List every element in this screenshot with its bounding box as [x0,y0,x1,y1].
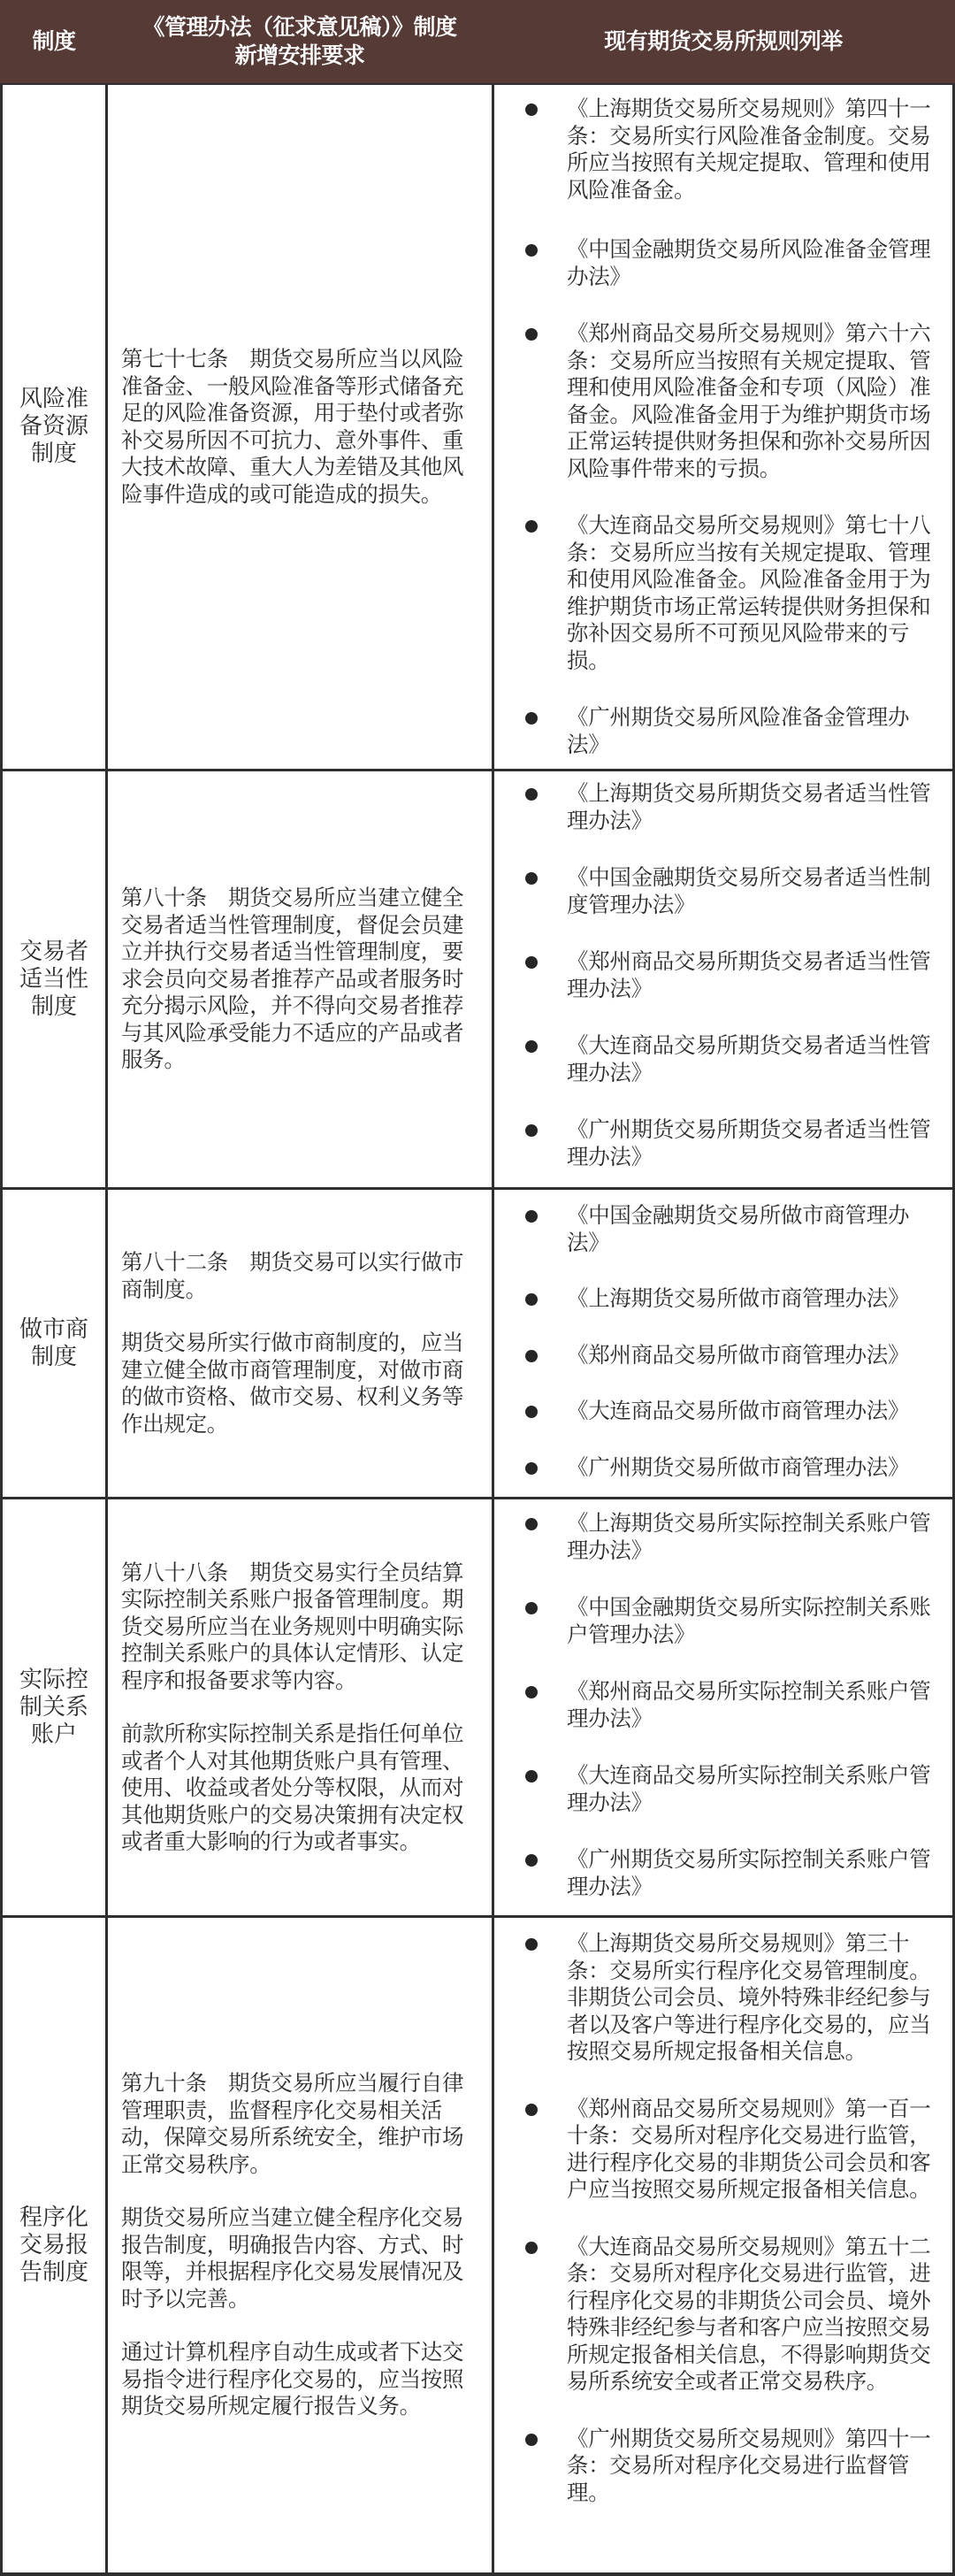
list-item: 《中国金融期货交易所做市商管理办法》 [514,1202,940,1256]
requirement-text: 第九十条 期货交易所应当履行自律管理职责，监督程序化交易相关活动，保障交易所系统安全，维护市场正常交易秩序。 [121,2070,464,2177]
rules-cell [494,1918,952,2572]
requirement-cell [108,1918,492,2572]
rules-cell [494,85,952,769]
bullet-icon [525,1210,538,1223]
requirement-cell [108,85,492,769]
bullet-icon [525,104,538,116]
list-item: 《大连商品交易所期货交易者适当性管理办法》 [514,1032,940,1086]
system-cell [3,771,105,1187]
requirement-cell [108,1499,492,1915]
requirement-text: 第八十八条 期货交易实行全员结算实际控制关系账户报备管理制度。期货交易所应当在业务规则中明确实际控制关系账户的具体认定情形、认定程序和报备要求等内容。 [121,1559,464,1693]
requirement-text: 第八十条 期货交易所应当建立健全交易者适当性管理制度，督促会员建立并执行交易者适当性管理制度，要求会员向交易者推荐产品或者服务时充分揭示风险，并不得向交易者推荐与其风险承受能力不适应的产品或者服务。 [121,885,464,1073]
list-item: 《上海期货交易所做市商管理办法》 [514,1285,940,1313]
rules-list [514,1930,940,2506]
system-cell [3,85,105,769]
list-item: 《中国金融期货交易所风险准备金管理办法》 [514,236,940,290]
list-item: 《大连商品交易所交易规则》第五十二条：交易所对程序化交易进行监管，进行程序化交易的非期货公司会员、境外特殊非经纪参与者和客户应当按照交易所规定报备相关信息，不得影响期货交易所系统安全或者正常交易秩序。 [514,2234,940,2396]
list-item: 《大连商品交易所交易规则》第七十八条：交易所应当按有关规定提取、管理和使用风险准备金。风险准备金用于为维护期货市场正常运转提供财务担保和弥补因交易所不可预见风险带来的亏损。 [514,512,940,674]
bullet-icon [525,1686,538,1698]
header-rules: 现有期货交易所规则列举 [604,28,843,54]
table-row [0,1190,955,1497]
system-cell [3,1499,105,1915]
bullet-icon [525,1938,538,1951]
requirement-cell [108,771,492,1187]
requirement-cell [108,1190,492,1497]
rules-cell [494,771,952,1187]
list-item: 《上海期货交易所交易规则》第三十条：交易所实行程序化交易管理制度。非期货公司会员、境外特殊非经纪参与者以及客户等进行程序化交易的，应当按照交易所规定报备相关信息。 [514,1930,940,2066]
list-item: 《中国金融期货交易所交易者适当性制度管理办法》 [514,864,940,918]
bullet-icon [525,2242,538,2254]
bullet-icon [525,1350,538,1362]
bullet-icon [525,872,538,885]
rules-list [514,96,940,758]
rules-cell [494,1499,952,1915]
bullet-icon [525,1040,538,1053]
bullet-icon [525,1462,538,1475]
system-cell [3,1190,105,1497]
rules-list [514,1202,940,1481]
list-item: 《广州期货交易所交易规则》第四十一条：交易所对程序化交易进行监督管理。 [514,2426,940,2507]
list-item: 《大连商品交易所实际控制关系账户管理办法》 [514,1762,940,1816]
system-cell [3,1918,105,2572]
requirement-text: 第七十七条 期货交易所应当以风险准备金、一般风险准备等形式储备充足的风险准备资源，用于垫付或者弥补交易所因不可抗力、意外事件、重大技术故障、重大人为差错及其他风险事件造成的或可能造成的损失。 [121,346,464,507]
list-item: 《上海期货交易所交易规则》第四十一条：交易所实行风险准备金制度。交易所应当按照有关规定提取、管理和使用风险准备金。 [514,96,940,203]
bullet-icon [525,2104,538,2116]
bullet-icon [525,1124,538,1137]
list-item: 《广州期货交易所做市商管理办法》 [514,1454,940,1482]
bullet-icon [525,1770,538,1782]
requirement-text: 通过计算机程序自动生成或者下达交易指令进行程序化交易的，应当按照期货交易所规定履行报告义务。 [121,2339,464,2419]
list-item: 《郑州商品交易所交易规则》第一百一十条：交易所对程序化交易进行监管，进行程序化交易的非期货公司会员和客户应当按照交易所规定报备相关信息。 [514,2096,940,2204]
requirement-text: 前款所称实际控制关系是指任何单位或者个人对其他期货账户具有管理、使用、收益或者处分等权限，从而对其他期货账户的交易决策拥有决定权或者重大影响的行为或者事实。 [121,1721,464,1854]
bullet-icon [525,1602,538,1614]
bullet-icon [525,2434,538,2446]
bullet-icon [525,520,538,533]
list-item: 《中国金融期货交易所实际控制关系账户管理办法》 [514,1594,940,1648]
system-label: 实际控制关系账户 [19,1666,88,1748]
bullet-icon [525,956,538,969]
list-item: 《大连商品交易所做市商管理办法》 [514,1398,940,1425]
bullet-icon [525,712,538,724]
header-system: 制度 [32,28,76,54]
rules-list [514,780,940,1170]
table-header [0,0,955,83]
list-item: 《广州期货交易所期货交易者适当性管理办法》 [514,1116,940,1170]
requirement-text: 期货交易所应当建立健全程序化交易报告制度，明确报告内容、方式、时限等，并根据程序化交易发展情况及时予以完善。 [121,2204,464,2312]
bullet-icon [525,788,538,801]
bullet-icon [525,1406,538,1418]
list-item: 《上海期货交易所期货交易者适当性管理办法》 [514,780,940,834]
list-item: 《广州期货交易所实际控制关系账户管理办法》 [514,1846,940,1900]
header-requirement: 《管理办法（征求意见稿）》制度新增安排要求 [142,14,457,68]
list-item: 《郑州商品交易所交易规则》第六十六条：交易所应当按照有关规定提取、管理和使用风险准备金和专项（风险）准备金。风险准备金用于为维护期货市场正常运转提供财务担保和弥补交易所因风险事件带来的亏损。 [514,320,940,482]
list-item: 《郑州商品交易所实际控制关系账户管理办法》 [514,1678,940,1732]
bullet-icon [525,1854,538,1867]
system-label: 风险准备资源制度 [19,386,88,467]
bullet-icon [525,1518,538,1530]
table-row [0,85,955,769]
rules-list [514,1510,940,1900]
list-item: 《郑州商品交易所期货交易者适当性管理办法》 [514,948,940,1002]
bullet-icon [525,1293,538,1306]
requirement-text: 第八十二条 期货交易可以实行做市商制度。 [121,1249,464,1302]
bullet-icon [525,328,538,341]
system-label: 做市商制度 [19,1315,88,1370]
table-row [0,1918,955,2572]
list-item: 《上海期货交易所实际控制关系账户管理办法》 [514,1510,940,1564]
list-item: 《郑州商品交易所做市商管理办法》 [514,1342,940,1369]
system-label: 交易者适当性制度 [19,938,88,1020]
table-row [0,1499,955,1915]
table-row [0,771,955,1187]
list-item: 《广州期货交易所风险准备金管理办法》 [514,704,940,758]
rules-cell [494,1190,952,1497]
system-label: 程序化交易报告制度 [19,2204,88,2286]
bullet-icon [525,244,538,257]
requirement-text: 期货交易所实行做市商制度的，应当建立健全做市商管理制度，对做市商的做市资格、做市交易、权利义务等作出规定。 [121,1330,464,1437]
